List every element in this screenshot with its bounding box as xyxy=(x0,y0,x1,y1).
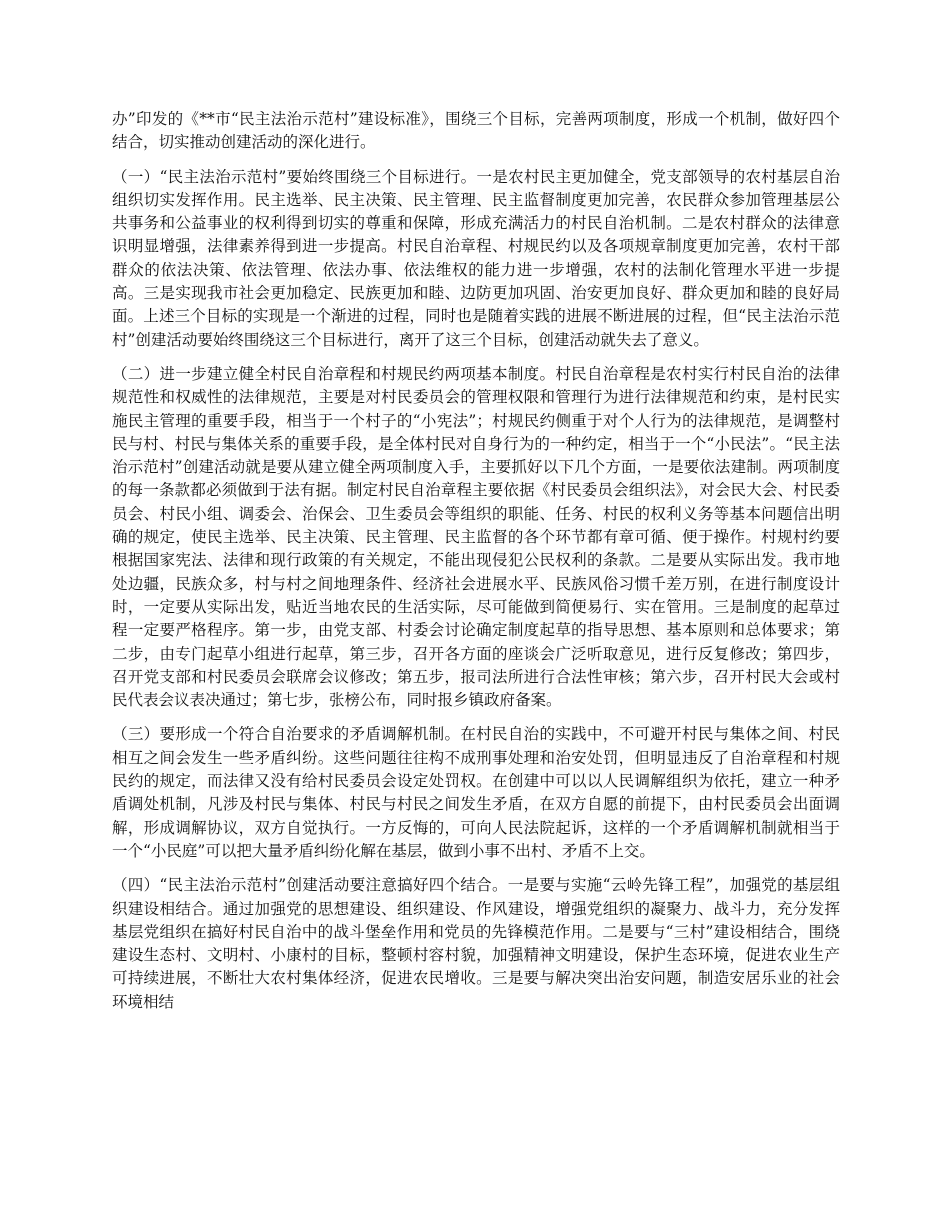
paragraph-intro-continuation: 办”印发的《**市“民主法治示范村”建设标准》，围绕三个目标，完善两项制度，形成一个机制，做好四个结合，切实推动创建活动的深化进行。 xyxy=(112,110,840,152)
paragraph-section-3-mediation: （三）要形成一个符合自治要求的矛盾调解机制。在村民自治的实践中，不可避开村民与集体之间、村民相互之间会发生一些矛盾纠纷。这些问题往往构不成刑事处理和治安处罚，但明显违反了自治章程和村规民约的规定，而法律又没有给村民委员会设定处罚权。在创建中可以以人民调解组织为依托，建立一种矛盾调处机制，凡涉及村民与集体、村民与村民之间发生矛盾，在双方自愿的前提下，由村民委员会出面调解，形成调解协议，双方自觉执行。一方反悔的，可向人民法院起诉，这样的一个矛盾调解机制就相当于一个“小民庭”可以把大量矛盾纠纷化解在基层，做到小事不出村、矛盾不上交。 xyxy=(112,725,840,860)
paragraph-section-2-two-systems: （二）进一步建立健全村民自治章程和村规民约两项基本制度。村民自治章程是农村实行村民自治的法律规范性和权威性的法律规范，主要是对村民委员会的管理权限和管理行为进行法律规范和约束，是村民实施民主管理的重要手段，相当于一个村子的“小宪法”；村规民约侧重于对个人行为的法律规范，是调整村民与村、村民与集体关系的重要手段，是全体村民对自身行为的一种约定，相当于一个“小民法”。“民主法治示范村”创建活动就是要从建立健全两项制度入手，主要抓好以下几个方面，一是要依法建制。两项制度的每一条款都必须做到于法有据。制定村民自治章程主要依据《村民委员会组织法》，对会民大会、村民委员会、村民小组、调委会、治保会、卫生委员会等组织的职能、任务、村民的权利义务等基本问题信出明确的规定，使民主选举、民主决策、民主管理、民主监督的各个环节都有章可循、便于操作。村规村约要根据国家宪法、法律和现行政策的有关规定，不能出现侵犯公民权利的条款。二是要从实际出发。我市地处边疆，民族众多，村与村之间地理条件、经济社会进展水平、民族风俗习惯千差万别，在进行制度设计时，一定要从实际出发，贴近当地农民的生活实际，尽可能做到简便易行、实在管用。三是制度的起草过程一定要严格程序。第一步，由党支部、村委会讨论确定制度起草的指导思想、基本原则和总体要求；第二步，由专门起草小组进行起草，第三步，召开各方面的座谈会广泛听取意见，进行反复修改；第四步，召开党支部和村民委员会联席会议修改；第五步，报司法所进行合法性审核；第六步，召开村民大会或村民代表会议表决通过；第七步，张榜公布，同时报乡镇政府备案。 xyxy=(112,364,840,710)
document-body xyxy=(112,108,840,1025)
paragraph-section-4-four-combinations: （四）“民主法治示范村”创建活动要注意搞好四个结合。一是要与实施“云岭先锋工程”，加强党的基层组织建设相结合。通过加强党的思想建设、组织建设、作风建设，增强党组织的凝聚力、战斗力，充分发挥基层党组织在搞好村民自治中的战斗堡垒作用和党员的先锋模范作用。二是要与“三村”建设相结合，围绕建设生态村、文明村、小康村的目标，整顿村容村貌，加强精神文明建设，保护生态环境，促进农业生产可持续进展，不断壮大农村集体经济，促进农民增收。三是要与解决突出治安问题，制造安居乐业的社会环境相结 xyxy=(112,876,840,1011)
paragraph-section-1-three-goals: （一）“民主法治示范村”要始终围绕三个目标进行。一是农村民主更加健全，党支部领导的农村基层自治组织切实发挥作用。民主选举、民主决策、民主管理、民主监督制度更加完善，农民群众参加管理基层公共事务和公益事业的权利得到切实的尊重和保障，形成充满活力的村民自治机制。二是农村群众的法律意识明显增强，法律素养得到进一步提高。村民自治章程、村规民约以及各项规章制度更加完善，农村干部群众的依法决策、依法管理、依法办事、依法维权的能力进一步增强，农村的法制化管理水平进一步提高。三是实现我市社会更加稳定、民族更加和睦、边防更加巩固、治安更加良好、群众更加和睦的良好局面。上述三个目标的实现是一个渐进的过程，同时也是随着实践的进展不断进展的过程，但“民主法治示范村”创建活动要始终围绕这三个目标进行，离开了这三个目标，创建活动就失去了意义。 xyxy=(112,167,840,349)
